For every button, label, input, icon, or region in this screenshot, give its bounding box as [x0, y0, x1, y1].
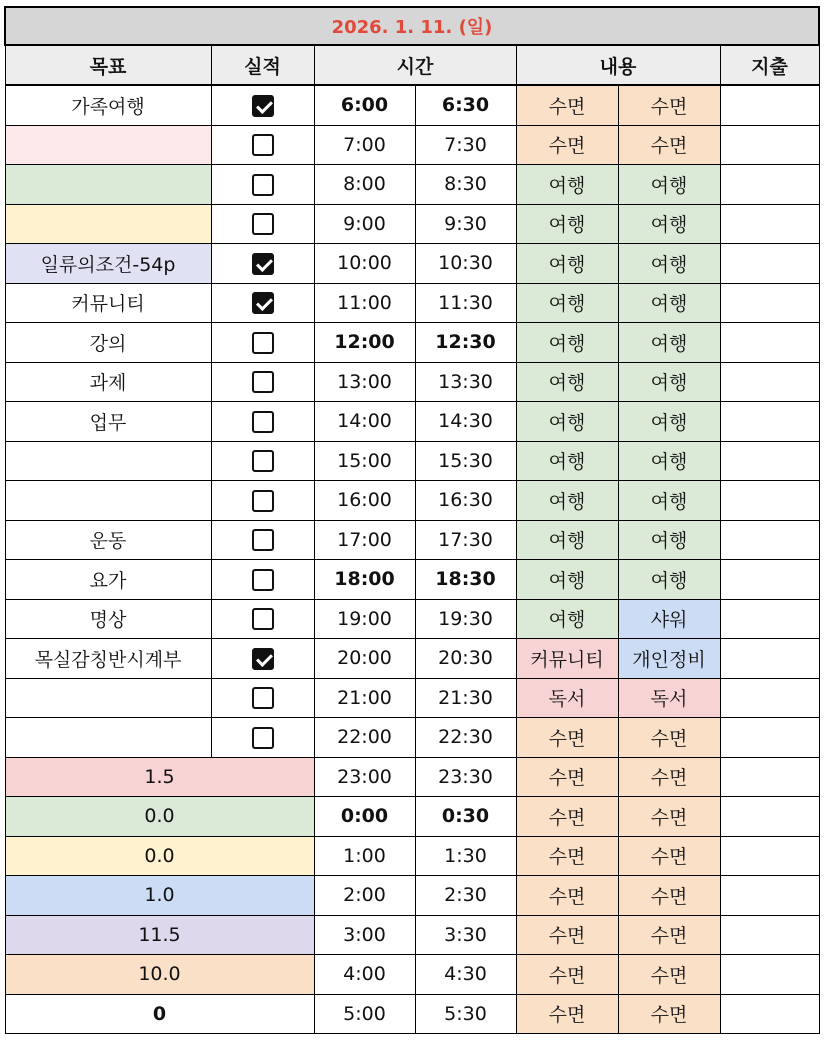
time-start: 6:00	[314, 85, 415, 125]
content-cell[interactable]: 여행	[516, 283, 618, 323]
content-cell[interactable]: 여행	[516, 481, 618, 521]
category-total: 1.0	[5, 876, 314, 916]
checkbox-cell[interactable]	[211, 718, 314, 758]
expense-cell[interactable]	[720, 481, 819, 521]
checkbox-unchecked[interactable]	[252, 174, 274, 196]
planner-row	[5, 402, 819, 442]
content-cell[interactable]: 여행	[618, 283, 720, 323]
checkbox-checked[interactable]	[252, 648, 274, 670]
time-end: 1:30	[415, 836, 516, 876]
content-cell[interactable]: 수면	[516, 994, 618, 1034]
checkbox-cell[interactable]	[211, 639, 314, 679]
checkbox-checked[interactable]	[252, 95, 274, 117]
content-cell[interactable]: 수면	[516, 125, 618, 165]
summary-row	[5, 757, 819, 797]
expense-cell[interactable]	[720, 441, 819, 481]
checkbox-unchecked[interactable]	[252, 213, 274, 235]
content-cell[interactable]: 여행	[618, 244, 720, 284]
time-end: 20:30	[415, 639, 516, 679]
goal-cell[interactable]: 과제	[5, 362, 211, 402]
expense-cell[interactable]	[720, 718, 819, 758]
content-cell[interactable]: 수면	[516, 955, 618, 995]
planner-row	[5, 441, 819, 481]
planner-row	[5, 204, 819, 244]
planner-row	[5, 85, 819, 125]
content-cell[interactable]: 여행	[618, 481, 720, 521]
content-cell[interactable]: 여행	[618, 441, 720, 481]
content-cell[interactable]: 여행	[516, 204, 618, 244]
checkbox-unchecked[interactable]	[252, 727, 274, 749]
header-time: 시간	[314, 45, 516, 85]
goal-cell[interactable]: 업무	[5, 402, 211, 442]
time-start: 12:00	[314, 323, 415, 363]
checkbox-cell[interactable]	[211, 165, 314, 205]
planner-row	[5, 244, 819, 284]
checkbox-unchecked[interactable]	[252, 490, 274, 512]
expense-cell[interactable]	[720, 994, 819, 1034]
goal-cell[interactable]	[5, 481, 211, 521]
time-end: 8:30	[415, 165, 516, 205]
checkbox-cell[interactable]	[211, 560, 314, 600]
goal-cell[interactable]: 커뮤니티	[5, 283, 211, 323]
expense-cell[interactable]	[720, 915, 819, 955]
checkbox-cell[interactable]	[211, 323, 314, 363]
category-total: 11.5	[5, 915, 314, 955]
content-cell[interactable]: 수면	[618, 915, 720, 955]
content-cell[interactable]: 여행	[618, 560, 720, 600]
content-cell[interactable]: 수면	[516, 718, 618, 758]
content-cell[interactable]: 수면	[618, 718, 720, 758]
goal-cell[interactable]: 가족여행	[5, 85, 211, 125]
checkbox-cell[interactable]	[211, 244, 314, 284]
content-cell[interactable]: 수면	[618, 757, 720, 797]
content-cell[interactable]: 여행	[618, 165, 720, 205]
expense-cell[interactable]	[720, 85, 819, 125]
content-cell[interactable]: 수면	[618, 85, 720, 125]
checkbox-unchecked[interactable]	[252, 332, 274, 354]
expense-cell[interactable]	[720, 955, 819, 995]
time-start: 10:00	[314, 244, 415, 284]
goal-cell[interactable]: 명상	[5, 599, 211, 639]
content-cell[interactable]: 수면	[516, 797, 618, 837]
date-title: 2026. 1. 11. (일)	[5, 7, 819, 45]
expense-cell[interactable]	[720, 165, 819, 205]
checkbox-unchecked[interactable]	[252, 529, 274, 551]
summary-row	[5, 994, 819, 1034]
checkbox-unchecked[interactable]	[252, 371, 274, 393]
time-start: 17:00	[314, 520, 415, 560]
time-end: 7:30	[415, 125, 516, 165]
header-done: 실적	[211, 45, 314, 85]
checkbox-unchecked[interactable]	[252, 450, 274, 472]
expense-cell[interactable]	[720, 599, 819, 639]
expense-cell[interactable]	[720, 876, 819, 916]
header-goal: 목표	[5, 45, 211, 85]
daily-planner-table	[4, 6, 820, 1034]
content-cell[interactable]: 여행	[516, 402, 618, 442]
expense-cell[interactable]	[720, 757, 819, 797]
summary-row	[5, 836, 819, 876]
header-content: 내용	[516, 45, 720, 85]
time-start: 22:00	[314, 718, 415, 758]
checkbox-cell[interactable]	[211, 204, 314, 244]
expense-cell[interactable]	[720, 362, 819, 402]
planner-row	[5, 362, 819, 402]
expense-cell[interactable]	[720, 560, 819, 600]
expense-cell[interactable]	[720, 797, 819, 837]
content-cell[interactable]: 여행	[516, 244, 618, 284]
time-end: 18:30	[415, 560, 516, 600]
time-end: 6:30	[415, 85, 516, 125]
expense-cell[interactable]	[720, 639, 819, 679]
category-total: 0.0	[5, 797, 314, 837]
summary-row	[5, 915, 819, 955]
time-end: 22:30	[415, 718, 516, 758]
goal-cell[interactable]: 목실감칭반시계부	[5, 639, 211, 679]
time-end: 5:30	[415, 994, 516, 1034]
content-cell[interactable]: 커뮤니티	[516, 639, 618, 679]
time-end: 11:30	[415, 283, 516, 323]
summary-row	[5, 797, 819, 837]
category-total: 0.0	[5, 836, 314, 876]
checkbox-unchecked[interactable]	[252, 411, 274, 433]
planner-row	[5, 165, 819, 205]
planner-row	[5, 125, 819, 165]
checkbox-cell[interactable]	[211, 402, 314, 442]
time-end: 23:30	[415, 757, 516, 797]
time-start: 11:00	[314, 283, 415, 323]
checkbox-cell[interactable]	[211, 283, 314, 323]
time-end: 3:30	[415, 915, 516, 955]
time-end: 21:30	[415, 678, 516, 718]
content-cell[interactable]: 수면	[516, 757, 618, 797]
checkbox-cell[interactable]	[211, 125, 314, 165]
checkbox-unchecked[interactable]	[252, 687, 274, 709]
category-total: 10.0	[5, 955, 314, 995]
checkbox-cell[interactable]	[211, 362, 314, 402]
planner-row	[5, 323, 819, 363]
content-cell[interactable]: 수면	[516, 915, 618, 955]
time-end: 14:30	[415, 402, 516, 442]
expense-cell[interactable]	[720, 402, 819, 442]
expense-cell[interactable]	[720, 125, 819, 165]
expense-cell[interactable]	[720, 323, 819, 363]
content-cell[interactable]: 샤워	[618, 599, 720, 639]
planner-row	[5, 520, 819, 560]
goal-cell[interactable]	[5, 441, 211, 481]
checkbox-cell[interactable]	[211, 441, 314, 481]
checkbox-unchecked[interactable]	[252, 608, 274, 630]
content-cell[interactable]: 여행	[618, 323, 720, 363]
planner-row	[5, 560, 819, 600]
checkbox-cell[interactable]	[211, 85, 314, 125]
goal-cell[interactable]	[5, 718, 211, 758]
time-start: 23:00	[314, 757, 415, 797]
content-cell[interactable]: 수면	[618, 836, 720, 876]
category-total: 1.5	[5, 757, 314, 797]
goal-cell[interactable]	[5, 125, 211, 165]
time-end: 16:30	[415, 481, 516, 521]
planner-row	[5, 718, 819, 758]
time-start: 1:00	[314, 836, 415, 876]
goal-cell[interactable]: 운동	[5, 520, 211, 560]
content-cell[interactable]: 독서	[618, 678, 720, 718]
planner-row	[5, 599, 819, 639]
content-cell[interactable]: 수면	[618, 955, 720, 995]
content-cell[interactable]: 여행	[516, 599, 618, 639]
time-start: 0:00	[314, 797, 415, 837]
goal-cell[interactable]	[5, 678, 211, 718]
expense-cell[interactable]	[720, 520, 819, 560]
time-end: 10:30	[415, 244, 516, 284]
time-start: 13:00	[314, 362, 415, 402]
time-start: 18:00	[314, 560, 415, 600]
time-start: 7:00	[314, 125, 415, 165]
time-start: 20:00	[314, 639, 415, 679]
category-total: 0	[5, 994, 314, 1034]
content-cell[interactable]: 독서	[516, 678, 618, 718]
content-cell[interactable]: 여행	[516, 323, 618, 363]
content-cell[interactable]: 여행	[516, 362, 618, 402]
checkbox-cell[interactable]	[211, 481, 314, 521]
time-end: 15:30	[415, 441, 516, 481]
expense-cell[interactable]	[720, 244, 819, 284]
planner-row	[5, 639, 819, 679]
content-cell[interactable]: 수면	[618, 797, 720, 837]
time-start: 5:00	[314, 994, 415, 1034]
content-cell[interactable]: 여행	[618, 520, 720, 560]
time-start: 3:00	[314, 915, 415, 955]
expense-cell[interactable]	[720, 283, 819, 323]
content-cell[interactable]: 여행	[516, 520, 618, 560]
time-start: 19:00	[314, 599, 415, 639]
time-end: 13:30	[415, 362, 516, 402]
content-cell[interactable]: 여행	[516, 441, 618, 481]
goal-cell[interactable]	[5, 165, 211, 205]
expense-cell[interactable]	[720, 678, 819, 718]
expense-cell[interactable]	[720, 836, 819, 876]
time-start: 14:00	[314, 402, 415, 442]
goal-cell[interactable]	[5, 204, 211, 244]
content-cell[interactable]: 여행	[618, 204, 720, 244]
planner-row	[5, 678, 819, 718]
time-start: 2:00	[314, 876, 415, 916]
content-cell[interactable]: 수면	[516, 876, 618, 916]
checkbox-cell[interactable]	[211, 520, 314, 560]
content-cell[interactable]: 여행	[516, 560, 618, 600]
summary-row	[5, 876, 819, 916]
time-start: 8:00	[314, 165, 415, 205]
time-end: 19:30	[415, 599, 516, 639]
content-cell[interactable]: 여행	[516, 165, 618, 205]
content-cell[interactable]: 수면	[618, 994, 720, 1034]
checkbox-checked[interactable]	[252, 253, 274, 275]
time-end: 12:30	[415, 323, 516, 363]
time-start: 16:00	[314, 481, 415, 521]
content-cell[interactable]: 수면	[618, 876, 720, 916]
time-start: 4:00	[314, 955, 415, 995]
time-end: 2:30	[415, 876, 516, 916]
time-start: 9:00	[314, 204, 415, 244]
checkbox-unchecked[interactable]	[252, 569, 274, 591]
header-row	[5, 45, 819, 85]
checkbox-unchecked[interactable]	[252, 134, 274, 156]
time-end: 9:30	[415, 204, 516, 244]
expense-cell[interactable]	[720, 204, 819, 244]
goal-cell[interactable]: 요가	[5, 560, 211, 600]
planner-row	[5, 481, 819, 521]
title-row	[5, 7, 819, 45]
goal-cell[interactable]: 강의	[5, 323, 211, 363]
content-cell[interactable]: 수면	[516, 836, 618, 876]
content-cell[interactable]: 수면	[516, 85, 618, 125]
checkbox-checked[interactable]	[252, 292, 274, 314]
checkbox-cell[interactable]	[211, 599, 314, 639]
time-end: 4:30	[415, 955, 516, 995]
summary-row	[5, 955, 819, 995]
planner-row	[5, 283, 819, 323]
header-expense: 지출	[720, 45, 819, 85]
goal-cell[interactable]: 일류의조건-54p	[5, 244, 211, 284]
content-cell[interactable]: 여행	[618, 362, 720, 402]
time-start: 21:00	[314, 678, 415, 718]
time-start: 15:00	[314, 441, 415, 481]
content-cell[interactable]: 개인정비	[618, 639, 720, 679]
time-end: 0:30	[415, 797, 516, 837]
content-cell[interactable]: 수면	[618, 125, 720, 165]
checkbox-cell[interactable]	[211, 678, 314, 718]
content-cell[interactable]: 여행	[618, 402, 720, 442]
time-end: 17:30	[415, 520, 516, 560]
